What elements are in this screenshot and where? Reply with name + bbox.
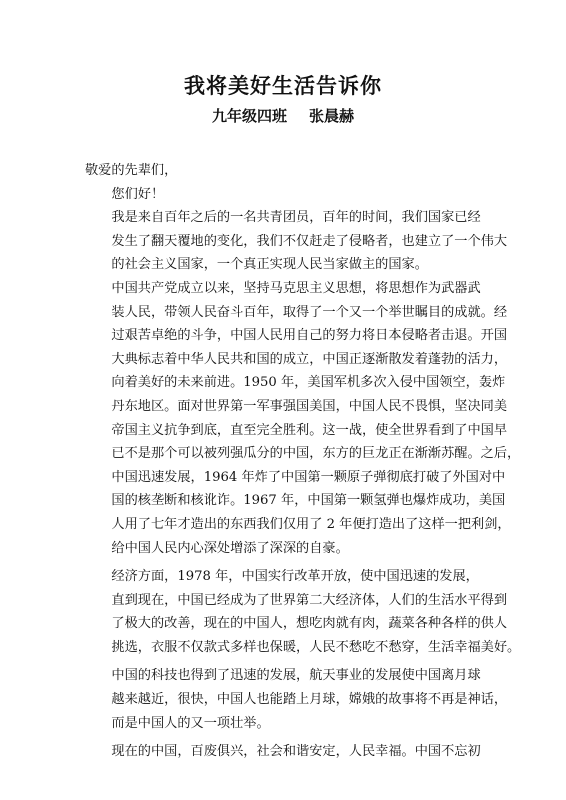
author-name: 张晨赫	[309, 107, 355, 125]
paragraph-line: 而是中国人的又一项壮举。	[111, 715, 270, 731]
greeting: 您们好！	[111, 186, 165, 202]
paragraph-line: 我是来自百年之后的一名共青团员，百年的时间，我们国家已经	[111, 210, 481, 226]
paragraph-line: 装人民，带领人民奋斗百年，取得了一个又一个举世瞩目的成就。经	[111, 304, 508, 320]
paragraph-line: 越来越近，很快，中国人也能踏上月球，嫦娥的故事将不再是神话，	[111, 692, 508, 708]
paragraph-line: 发生了翻天覆地的变化，我们不仅赶走了侵略者，也建立了一个伟大	[111, 233, 508, 249]
paragraph-line: 中国共产党成立以来，坚持马克思主义思想，将思想作为武器武	[111, 280, 481, 296]
paragraph-line: 中国的科技也得到了迅速的发展，航天事业的发展使中国离月球	[111, 668, 481, 684]
paragraph-line: 人用了七年才造出的东西我们仅用了 2 年便打造出了这样一把利剑，	[111, 516, 511, 532]
paragraph	[85, 277, 521, 560]
author-line	[0, 105, 566, 127]
paragraph-line: 现在的中国，百废俱兴，社会和谐安定，人民幸福。中国不忘初	[111, 744, 481, 760]
salutation: 敬爱的先辈们，	[85, 163, 178, 178]
paragraph	[85, 206, 508, 277]
paragraph-line: 已不是那个可以被列强瓜分的中国，东方的巨龙正在渐渐苏醒。之后，	[111, 446, 521, 462]
paragraph-line: 帝国主义抗争到底，直至完全胜利。这一战，使全世界看到了中国早	[111, 422, 508, 438]
paragraph-line: 挑选，衣服不仅款式多样也保暖，人民不愁吃不愁穿，生活幸福美好。	[111, 639, 521, 655]
paragraph-line: 向着美好的未来前进。1950 年，美国军机多次入侵中国领空，轰炸	[111, 375, 506, 391]
paragraph-line: 中国迅速发展，1964 年炸了中国第一颗原子弹彻底打破了外国对中	[111, 469, 506, 485]
paragraph	[85, 664, 508, 735]
author-class: 九年级四班	[211, 107, 287, 125]
paragraph-line: 大典标志着中华人民共和国的成立，中国正逐渐散发着蓬勃的活力，	[111, 351, 508, 367]
paragraph-line: 的社会主义国家，一个真正实现人民当家做主的国家。	[111, 257, 428, 273]
paragraph-line: 给中国人民内心深处增添了深深的自豪。	[111, 540, 349, 556]
paragraph-line: 经济方面，1978 年，中国实行改革开放，使中国迅速的发展，	[111, 569, 479, 585]
paragraph-line: 过艰苦卓绝的斗争，中国人民用自己的努力将日本侵略者击退。开国	[111, 328, 508, 344]
paragraph-line: 国的核垄断和核讹诈。1967 年，中国第一颗氢弹也爆炸成功，美国	[111, 493, 506, 509]
letter-body	[85, 159, 521, 764]
paragraph-line: 了极大的改善，现在的中国人，想吃肉就有肉，蔬菜各种各样的供人	[111, 616, 508, 632]
paragraph-line: 丹东地区。面对世界第一军事强国美国，中国人民不畏惧，坚决同美	[111, 398, 508, 414]
paragraph	[85, 565, 521, 659]
document-title: 我将美好生活告诉你	[184, 73, 382, 98]
paragraph	[85, 740, 490, 764]
paragraph-line: 直到现在，中国已经成为了世界第二大经济体，人们的生活水平得到	[111, 592, 508, 608]
